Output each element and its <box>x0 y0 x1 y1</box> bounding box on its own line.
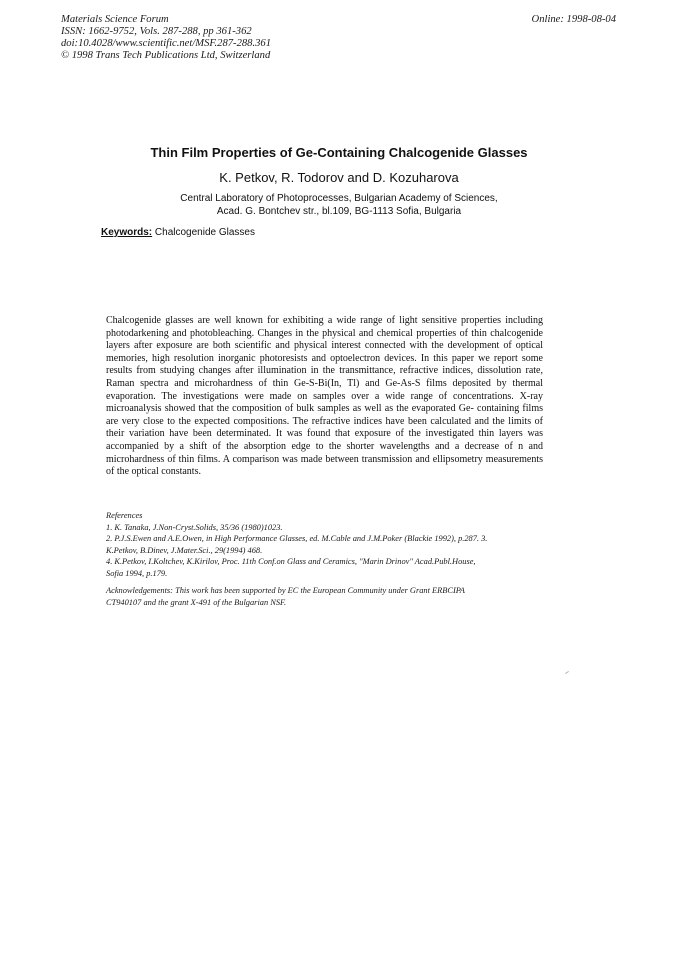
reference-line: K.Petkov, B.Dinev, J.Mater.Sci., 29(1994) 468. <box>106 545 263 555</box>
reference-line: 1. K. Tanaka, J.Non-Cryst.Solids, 35/36 (1980)1023. <box>106 522 283 532</box>
journal-name: Materials Science Forum <box>61 14 169 25</box>
paper-authors: K. Petkov, R. Todorov and D. Kozuharova <box>219 170 459 185</box>
reference-line: 4. K.Petkov, I.Koltchev, K.Kirilov, Proc. 11th Conf.on Glass and Ceramics, "Marin Drinov" Acad.Publ.House, <box>106 557 476 567</box>
affiliation-line-2: Acad. G. Bontchev str., bl.109, BG-1113 Sofia, Bulgaria <box>216 206 462 217</box>
copyright-line: © 1998 Trans Tech Publications Ltd, Switzerland <box>61 50 271 61</box>
paper-title: Thin Film Properties of Ge-Containing Chalcogenide Glasses <box>150 145 528 160</box>
reference-line: Sofia 1994, p.179. <box>106 568 168 578</box>
affiliation <box>0 192 678 218</box>
abstract: Chalcogenide glasses are well known for exhibiting a wide range of light sensitive properties including photodarkening and photobleaching. Changes in the physical and chemical properties of thin chalcogenide layers after exposure are both scientific and physical interest connected with the development of optical memories, high resolution inorganic photoresists and optoelectron devices. In this paper we report some results from studying changes after illumination in the transmittance, refractive indices, dissolution rate, Raman spectra and microhardness of thin Ge-S-Bi(In, Tl) and Ge-As-S films deposited by thermal evaporation. The investigations were made on samples over a wide range of concentrations. X-ray microanalysis showed that the composition of bulk samples as well as the evaporated Ge- containing films are very close to the expected compositions. The refractive indices have been calculated and the limits of their variation have been determinated. It was found that exposure of the investigated thin layers was accompanied by a shift of the absorption edge to the shorter wavelengths and a decrease of n and microhardness of thin films. A comparison was made between transmission and ellipsometry measurements of the optical constants. <box>106 315 543 478</box>
keywords-value: Chalcogenide Glasses <box>154 227 255 238</box>
scan-speck <box>565 671 569 674</box>
acknowledgements-line-2: CT940107 and the grant X-491 of the Bulgarian NSF. <box>106 597 287 607</box>
journal-header <box>61 14 461 62</box>
references <box>106 510 551 580</box>
acknowledgements <box>106 585 551 608</box>
keywords-label: Keywords: <box>101 227 153 238</box>
acknowledgements-line-1: Acknowledgements: This work has been supported by EC the European Community under Grant ERBCIPA <box>106 586 465 595</box>
keywords <box>101 227 551 238</box>
online-date: Online: 1998-08-04 <box>531 14 616 25</box>
references-heading: References <box>106 511 143 520</box>
doi-line[interactable]: doi:10.4028/www.scientific.net/MSF.287-288.361 <box>61 38 271 49</box>
issn-line: ISSN: 1662-9752, Vols. 287-288, pp 361-362 <box>61 26 252 37</box>
reference-line: 2. P.J.S.Ewen and A.E.Owen, in High Performance Glasses, ed. M.Cable and J.M.Poker (Blackie 1992), p.287. 3. <box>106 534 488 544</box>
affiliation-line-1: Central Laboratory of Photoprocesses, Bulgarian Academy of Sciences, <box>180 193 498 204</box>
